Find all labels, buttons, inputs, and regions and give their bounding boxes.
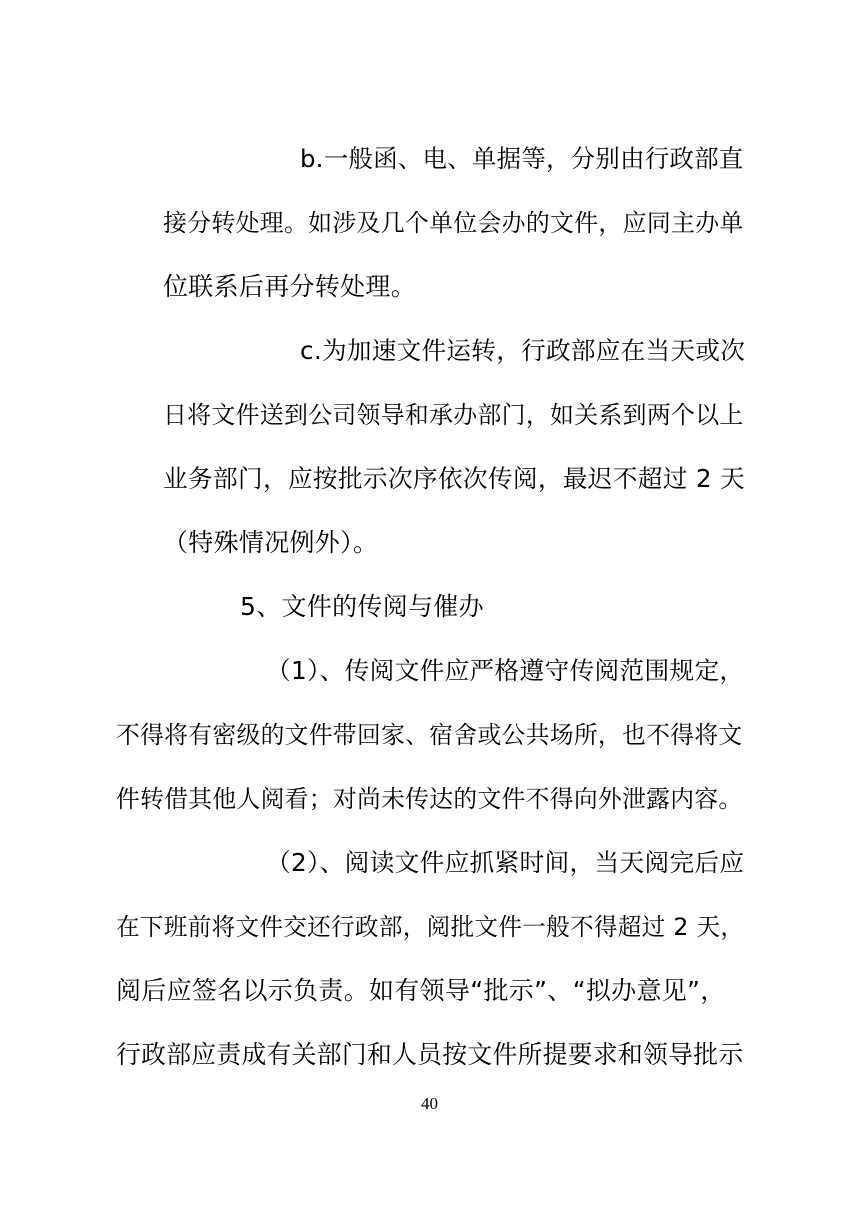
- paragraph-c-line-4: （特殊情况例外）。: [163, 528, 379, 557]
- item-2-line-2: 在下班前将文件交还行政部，阅批文件一般不得超过 2 天，: [116, 913, 745, 941]
- paragraph-b-line-3: 位联系后再分转处理。: [163, 272, 417, 301]
- item-2-line-1: （2）、阅读文件应抓紧时间，当天阅完后应: [266, 848, 745, 877]
- section-5-heading: 5、文件的传阅与催办: [240, 592, 484, 621]
- item-1-line-2: 不得将有密级的文件带回家、宿舍或公共场所，也不得将文: [116, 721, 743, 749]
- item-1-line-1: （1）、传阅文件应严格遵守传阅范围规定，: [266, 656, 745, 685]
- page-number: 40: [421, 1094, 438, 1113]
- paragraph-c-line-2: 日将文件送到公司领导和承办部门，如关系到两个以上: [163, 401, 744, 429]
- paragraph-b-line-1: b.一般函、电、单据等，分别由行政部直: [300, 144, 744, 173]
- paragraph-c-line-1: c.为加速文件运转，行政部应在当天或次: [300, 336, 746, 365]
- item-1-line-3: 件转借其他人阅看；对尚未传达的文件不得向外泄露内容。: [116, 785, 743, 813]
- item-2-line-4: 行政部应责成有关部门和人员按文件所提要求和领导批示: [116, 1040, 744, 1069]
- paragraph-c-line-3: 业务部门，应按批示次序依次传阅，最迟不超过 2 天: [163, 464, 746, 493]
- item-2-line-3: 阅后应签名以示负责。如有领导“批示”、“拟办意见”，: [116, 976, 726, 1005]
- paragraph-b-line-2: 接分转处理。如涉及几个单位会办的文件，应同主办单: [163, 209, 744, 237]
